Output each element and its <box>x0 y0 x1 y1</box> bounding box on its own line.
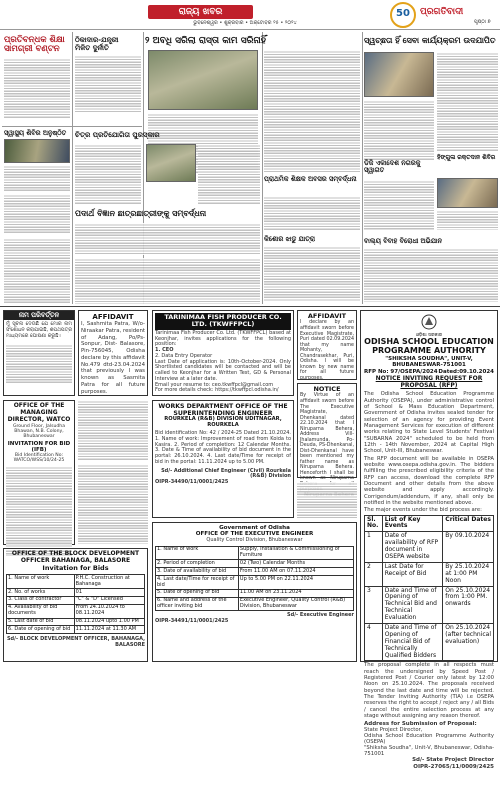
story-5 <box>4 130 70 190</box>
page-number: ପୃଷ୍ଠା ୭ <box>474 19 491 25</box>
story-1-headline: ପ୍ରତିବନ୍ଧକ ଶିକ୍ଷା ସାମଗ୍ରୀ ବଣ୍ଟନ <box>4 35 65 55</box>
osepa-body-2: The RFP document will be available in OSEPA website www.osepa.odisha.gov.in. The bidders fulfilling the prescribed eligibility criteria of the RFP can access, download the complete RFP Document and other details from the above website and apply accordingly. Corrigendum/addendum, if any, shall only be notified in the website mentioned above. <box>364 455 494 507</box>
table-row <box>7 618 145 626</box>
road-photo <box>148 50 258 110</box>
table-row <box>7 596 145 604</box>
govt-title: Government of Odisha <box>219 525 290 531</box>
osepa-title: ODISHA SCHOOL EDUCATION PROGRAMME AUTHORITY <box>364 336 494 355</box>
osepa-emblem <box>364 314 494 338</box>
fish-producer-item-1: 1. CEO <box>155 347 174 354</box>
osepa-address: "SHIKSHA SOUDHA", UNIT-V, BHUBANESWAR-751001 <box>385 355 473 368</box>
watco-ifb: INVITATION FOR BID (IFB) <box>7 440 71 453</box>
table-row <box>156 597 354 611</box>
fish-producer-line-1: 2. Data Entry Operator <box>155 352 213 359</box>
govt-signature: Sd/- Executive Engineer <box>287 612 354 619</box>
story-10-body <box>75 223 260 255</box>
affidavit-2-title: AFFIDAVIT <box>307 312 347 320</box>
table-cell: 08.11.2024 upto 1.00 PM <box>74 618 144 626</box>
osepa-oipr: OIPR-27065/11/0009/2425 <box>413 763 494 770</box>
fish-producer-text: Tarinimaa Fish Producer Co. Ltd. (TKWFFPCL) based at Keonjhar, invites applications for the following position: <box>155 329 291 348</box>
table-cell: From 24.10.2024 to 08.11.2024 <box>74 604 144 618</box>
column-divider <box>72 32 73 304</box>
table-header: Sl. No. <box>365 515 383 532</box>
table-row <box>365 623 494 660</box>
row-divider <box>2 126 142 127</box>
table-header: Critical Dates <box>443 515 494 532</box>
table-cell: 1. Name of work <box>156 546 239 560</box>
column-divider <box>262 32 263 304</box>
table-cell: 1. Name of work <box>7 575 75 589</box>
table-cell: 3 <box>365 586 383 623</box>
table-cell: By 09.10.2024 <box>443 532 494 563</box>
table-cell: 4 <box>365 623 383 660</box>
affidavit-ad-2 <box>297 310 357 380</box>
osepa-address-title: Address for Submission of Proposal: <box>364 720 477 727</box>
story-11-body <box>264 246 360 302</box>
table-cell: 4. Last date/Time for receipt of bid <box>156 576 239 590</box>
story-10 <box>75 207 260 221</box>
osepa-address-line-3: "Shiksha Soudha", Unit-V, Bhubaneswar, Odisha-751001 <box>364 745 494 758</box>
story-5-body <box>4 165 70 191</box>
fish-producer-line-4: For more details check: https://tkwffpcl.odisha.in/ <box>155 387 279 394</box>
table-row <box>365 562 494 586</box>
name-change-ad <box>3 310 75 396</box>
works-text: Bid identification No: 42 / 2024-25 Dated 21.10.2024. 1. Name of work: Improvement of road from Koida to Kasira. 2. Period of completion: 12 Calendar Months. 3. Date & Time of availability of bid document in the portal: 26.10.2024. 4. Last date/Time for receipt of bid in the portal: 11.11.2024 up to 5.00 PM. <box>155 430 291 465</box>
story-1 <box>4 36 70 122</box>
table-cell: Supply, Installation & Commissioning of Furniture <box>238 546 353 560</box>
table-row <box>156 589 354 597</box>
govt-oipr: OIPR-34491/11/0001/2425 <box>155 618 229 625</box>
story-12 <box>364 234 498 248</box>
story-9-headline: ହିଙ୍ଗୁଳା ରକ୍ତଦାନ ଶିବିର <box>437 154 496 161</box>
works-dept-ad <box>152 400 294 518</box>
table-row <box>7 575 145 589</box>
table-cell: 02 (Two) Calendar Months <box>238 560 353 568</box>
fish-producer-ad <box>152 310 294 396</box>
affidavit-ad-1 <box>78 310 148 396</box>
table-cell: Date of availability of RFP document in OSEPA website <box>382 532 443 563</box>
table-cell: 6. Name and address of the officer inviting bid <box>156 597 239 611</box>
cleanliness-photo <box>364 52 434 97</box>
masthead <box>0 0 500 30</box>
table-row <box>7 604 145 618</box>
story-10-body-cont <box>75 258 260 304</box>
story-3-body-cont <box>264 50 360 173</box>
story-1-body <box>4 58 70 118</box>
story-12-body-extra <box>364 248 498 302</box>
story-10-headline: ପଦାର୍ଥ ବିଜ୍ଞାନ ଛାତ୍ରଛାତ୍ରୀଙ୍କୁ ସମ୍ବର୍ଦ୍ଧନା <box>75 209 207 218</box>
table-row <box>156 568 354 576</box>
fish-producer-title: TARINIMAA FISH PRODUCER CO. LTD. (TKWFFPCL) <box>155 313 291 330</box>
table-cell: On 25.10.2024 from 1:00 PM. onwards <box>443 586 494 623</box>
table-cell: 5. Date of opening of bid <box>156 589 239 597</box>
ads-divider <box>0 306 500 307</box>
osepa-body-4: The proposal complete in all respects must reach the undersigned by Speed Post / Registered Post / Courier only latest by 12:00 Noon on 25.10.2024. The proposals received beyond the last date and time will be rejected. The Tender Inviting Authority (TIA) i.e OSEPA reserves the right to accept / reject any / all Bids / cancel the entire selection process at any stage without assigning any reason thereof. <box>364 662 494 720</box>
dateline: ଭୁବନେଶ୍ୱର • ଶୁକ୍ରବାର • ଅକ୍ଟୋବର ୨୫ • ୨୦୨୪ <box>193 20 297 26</box>
paper-name: ପ୍ରଗତିବାଦୀ <box>420 7 464 17</box>
story-6-body-cont <box>198 144 260 204</box>
story-12-headline: ବାଲ୍ୟ ବିବାହ ବିରୋଧୀ ଅଭିଯାନ <box>364 237 442 245</box>
table-cell: Up to 5.00 PM on 22.11.2024 <box>238 576 353 590</box>
works-title: WORKS DEPARTMENT OFFICE OF THE SUPERINTENDING ENGINEER <box>158 403 288 418</box>
osepa-signature: Sd/- State Project Director <box>412 757 494 764</box>
table-cell: 3. Class of contractor <box>7 596 75 604</box>
bdo-subtitle: Invitation for Bids <box>42 563 109 572</box>
govt-qc-ad <box>152 522 357 662</box>
watco-body <box>6 466 72 556</box>
osepa-events-table <box>364 515 494 662</box>
bdo-title: OFFICE OF THE BLOCK DEVELOPMENT OFFICER BAHANAGA, BALASORE <box>11 550 140 564</box>
table-cell: 4. Availability of bid documents <box>7 604 75 618</box>
works-subtitle: ROURKELA (R&B) DIVISION UDITNAGAR, ROURKELA <box>164 416 282 429</box>
story-4-body-cont <box>364 100 434 160</box>
story-2 <box>75 36 141 116</box>
osepa-address-line-1: State Project Director, <box>364 726 423 733</box>
emblem-caption: ଓଡ଼ିଶା ସରକାର <box>415 332 443 338</box>
govt-line-1: Quality Control Division, Bhubaneswar <box>206 536 303 543</box>
table-cell: 1 <box>365 532 383 563</box>
table-header: List of Key Events <box>382 515 443 532</box>
story-4 <box>364 34 498 48</box>
osepa-rfp-no: RFP No: 97/OSEPA/2024 <box>364 369 438 376</box>
table-row <box>7 588 145 596</box>
table-cell: From 11.00 AM on 07.11.2024 <box>238 568 353 576</box>
table-cell: "C" & "D" Licensed <box>74 596 144 604</box>
table-row <box>365 532 494 563</box>
name-change-text: ମୁଁ ସୂଚନା ଦେଉଛି ଯେ ମୋର ନାମ ସଂଶୋଧନ କରାଯାଇଛି, ଶପଥପତ୍ର ମାଧ୍ୟମରେ ଘୋଷଣା କରୁଛି। <box>6 321 72 339</box>
osepa-body-3: The major events under the bid process are: <box>364 507 482 514</box>
story-11 <box>264 232 360 246</box>
table-cell: Last Date for Receipt of Bid <box>382 562 443 586</box>
table-row <box>365 586 494 623</box>
story-2-kicker: ଠିକାଦାର-ଯନ୍ତ୍ରୀ <box>75 36 119 44</box>
watco-ad <box>3 400 75 545</box>
table-cell: 6. Date of opening of bid <box>7 626 75 634</box>
osepa-ad <box>360 310 498 770</box>
table-cell: 11.11.2024 at 11.30 AM <box>74 626 144 634</box>
table-cell: By 25.10.2024 at 1:00 PM Noon <box>443 562 494 586</box>
govt-subtitle: OFFICE OF THE EXECUTIVE ENGINEER <box>195 531 314 538</box>
watco-bid-id: Bid Identification No: WATCO/WSS/10/24-25 <box>13 453 65 464</box>
osepa-rfp-date: Dated:09.10.2024 <box>438 369 494 376</box>
story-5-headline: ସ୍ୱାସ୍ଥ୍ୟ ଶିବିର ଅନୁଷ୍ଠିତ <box>4 129 67 137</box>
table-row <box>7 626 145 634</box>
classified-lines <box>297 482 357 518</box>
classified-lines-2 <box>78 464 148 544</box>
notice-ad <box>297 383 357 482</box>
table-cell: 2. No. of works <box>7 588 75 596</box>
table-row <box>156 546 354 560</box>
story-4-body <box>437 52 498 152</box>
story-7-body <box>264 196 360 230</box>
table-cell: On 25.10.2024 (after technical evaluation) <box>443 623 494 660</box>
works-oipr: OIPR-34490/11/0001/2425 <box>155 479 229 486</box>
table-cell: Date and Time of Opening of Technical Bid and Technical Evaluation <box>382 586 443 623</box>
story-6-body <box>75 144 141 204</box>
anniversary-logo-icon: 50 <box>390 2 416 28</box>
govt-table <box>155 546 354 612</box>
affidavit-1-title: AFFIDAVIT <box>92 313 134 321</box>
osepa-address-line-2: Odisha School Education Programme Authority (OSEPA) <box>364 732 494 745</box>
bdo-ad <box>3 548 148 662</box>
bdo-table <box>6 574 145 634</box>
story-6 <box>75 128 175 142</box>
story-7-headline: ପ୍ରାଥମିକ ଶିକ୍ଷକ ଅବସର ସମ୍ବର୍ଦ୍ଧନା <box>264 175 357 183</box>
story-4-headline: ସ୍ୱଚ୍ଛତା ହିଁ ସେବା କାର୍ଯ୍ୟକ୍ରମ ଉଦଯାପିତ <box>364 36 496 45</box>
story-6-headline: ଚିତ୍ର ପ୍ରତିଯୋଗିତା ପୁରସ୍କାର <box>75 131 160 139</box>
table-cell: 01 <box>74 588 144 596</box>
drawing-photo <box>146 144 196 182</box>
table-header-row <box>365 515 494 532</box>
section-title: ରାଜ୍ୟ ଖବର <box>148 5 253 19</box>
affidavit-1-text: I, Sashmita Patra, W/o-Niraakar Patra, resident of Adang, Po/Ps- Sonpur, Dist- Balasore, Pin-756045, Odisha declare by this affidavit No.479 dtd-23.04.2024 that previously I was known as Sasmita Patra for all future purposes. <box>81 321 145 395</box>
table-row <box>156 560 354 568</box>
osepa-body-1: The Odisha School Education Programme Authority (OSEPA), under administrative control of School & Mass Education Department, Government of Odisha invites sealed tender for selection of an agency for providing Event Management Services for execution of different works relating to State Level Students' Festival "SUBARNA 2024" scheduled to be held from 12th - 14th November, 2024 at Capital High School, Unit-III, Bhubaneswar. <box>364 391 494 455</box>
table-cell: 2. Period of completion <box>156 560 239 568</box>
table-cell: 2 <box>365 562 383 586</box>
table-cell: 3. Date of availability of bid <box>156 568 239 576</box>
health-camp-photo <box>4 139 70 163</box>
story-3 <box>145 34 266 48</box>
story-8-headline: ଡିଜି ଏକାଦେଶ ନଗରକୁ ସ୍ୱାଗତ <box>364 159 421 175</box>
story-8-body <box>364 180 434 230</box>
table-cell: 11.00 AM on 23.11.2024 <box>238 589 353 597</box>
story-9-body <box>437 210 498 230</box>
story-3-headline: ୨ ଅବଧି ସରିଲା ରାସ୍ତା କାମ ସରିନାହିଁ <box>145 36 266 46</box>
masthead-rule <box>0 29 500 30</box>
story-2-body <box>75 55 141 113</box>
table-cell: Executive Engineer, Quality Control (R&B) Division, Bhubaneswar <box>238 597 353 611</box>
fish-producer-line-2: Last Date of application is: 10th-October-2024. Only Shortlisted candidates will be contacted and will be called to Keonjhar for a Written Test, GD & Personal Interview at a later date. <box>155 358 291 382</box>
classified-column <box>4 238 70 304</box>
story-12-body <box>4 194 70 234</box>
classified-block <box>78 400 148 460</box>
table-cell: Date and Time of Opening of Financial Bid of Technically Qualified Bidders <box>382 623 443 660</box>
affidavit-2-text: I declare by an affidavit sworn before Executive Magistrate, Puri dated 02.09.2024 that my name Mohanty, Chandrasekhar, Puri, Odisha. I will be known by new name for all future purposes. <box>300 320 354 381</box>
works-signature: Sd/- Additional Chief Engineer (Civil) Rourkela (R&B) Division <box>161 467 291 480</box>
notice-title: NOTICE <box>313 385 341 393</box>
name-change-title: ନାମ ପରିବର୍ତ୍ତନ <box>4 311 74 320</box>
blood-camp-photo <box>437 178 498 208</box>
osepa-notice-title: NOTICE INVITING REQUEST FOR PROPOSAL (RFP) <box>375 375 483 390</box>
table-cell: P.H.C. Construction at Bahanaga <box>74 575 144 589</box>
table-row <box>156 576 354 590</box>
name-change-listing <box>6 344 72 384</box>
bdo-signature: Sd/- BLOCK DEVELOPMENT OFFICER, BAHANAGA, BALASORE <box>6 636 145 649</box>
fish-producer-line-3: Email your resume to: ceo.tkwffpcl@gmail.com <box>155 381 274 388</box>
odisha-emblem-icon <box>420 314 438 330</box>
story-11-headline: କିଶୋର ଝାଡୁ ଯାତ୍ରା <box>264 235 316 243</box>
watco-title: OFFICE OF THE MANAGING DIRECTOR, WATCO <box>7 402 71 423</box>
watco-address: Ground Floor, Jalsudha Bhawan, N.B. Colony, Bhubaneswar <box>12 423 66 440</box>
story-2-headline: ମିଳିତ ଦୁର୍ନୀତି <box>75 44 109 53</box>
notice-text: By Virtue of an affidavit sworn before The Executive Magistrate, Dhenkanal dated 22.10.2024 that I Niruparna Behera, Address Vill-Jhalamunda, Po-Deuda, PS-Dhenkanal, Dist-Dhenkanal have been mentioned my father name as Niruparna Behera. Henceforth I shall be known as Niruparna <box>300 393 354 482</box>
column-divider <box>362 32 363 304</box>
table-cell: 5. Last date of bid <box>7 618 75 626</box>
